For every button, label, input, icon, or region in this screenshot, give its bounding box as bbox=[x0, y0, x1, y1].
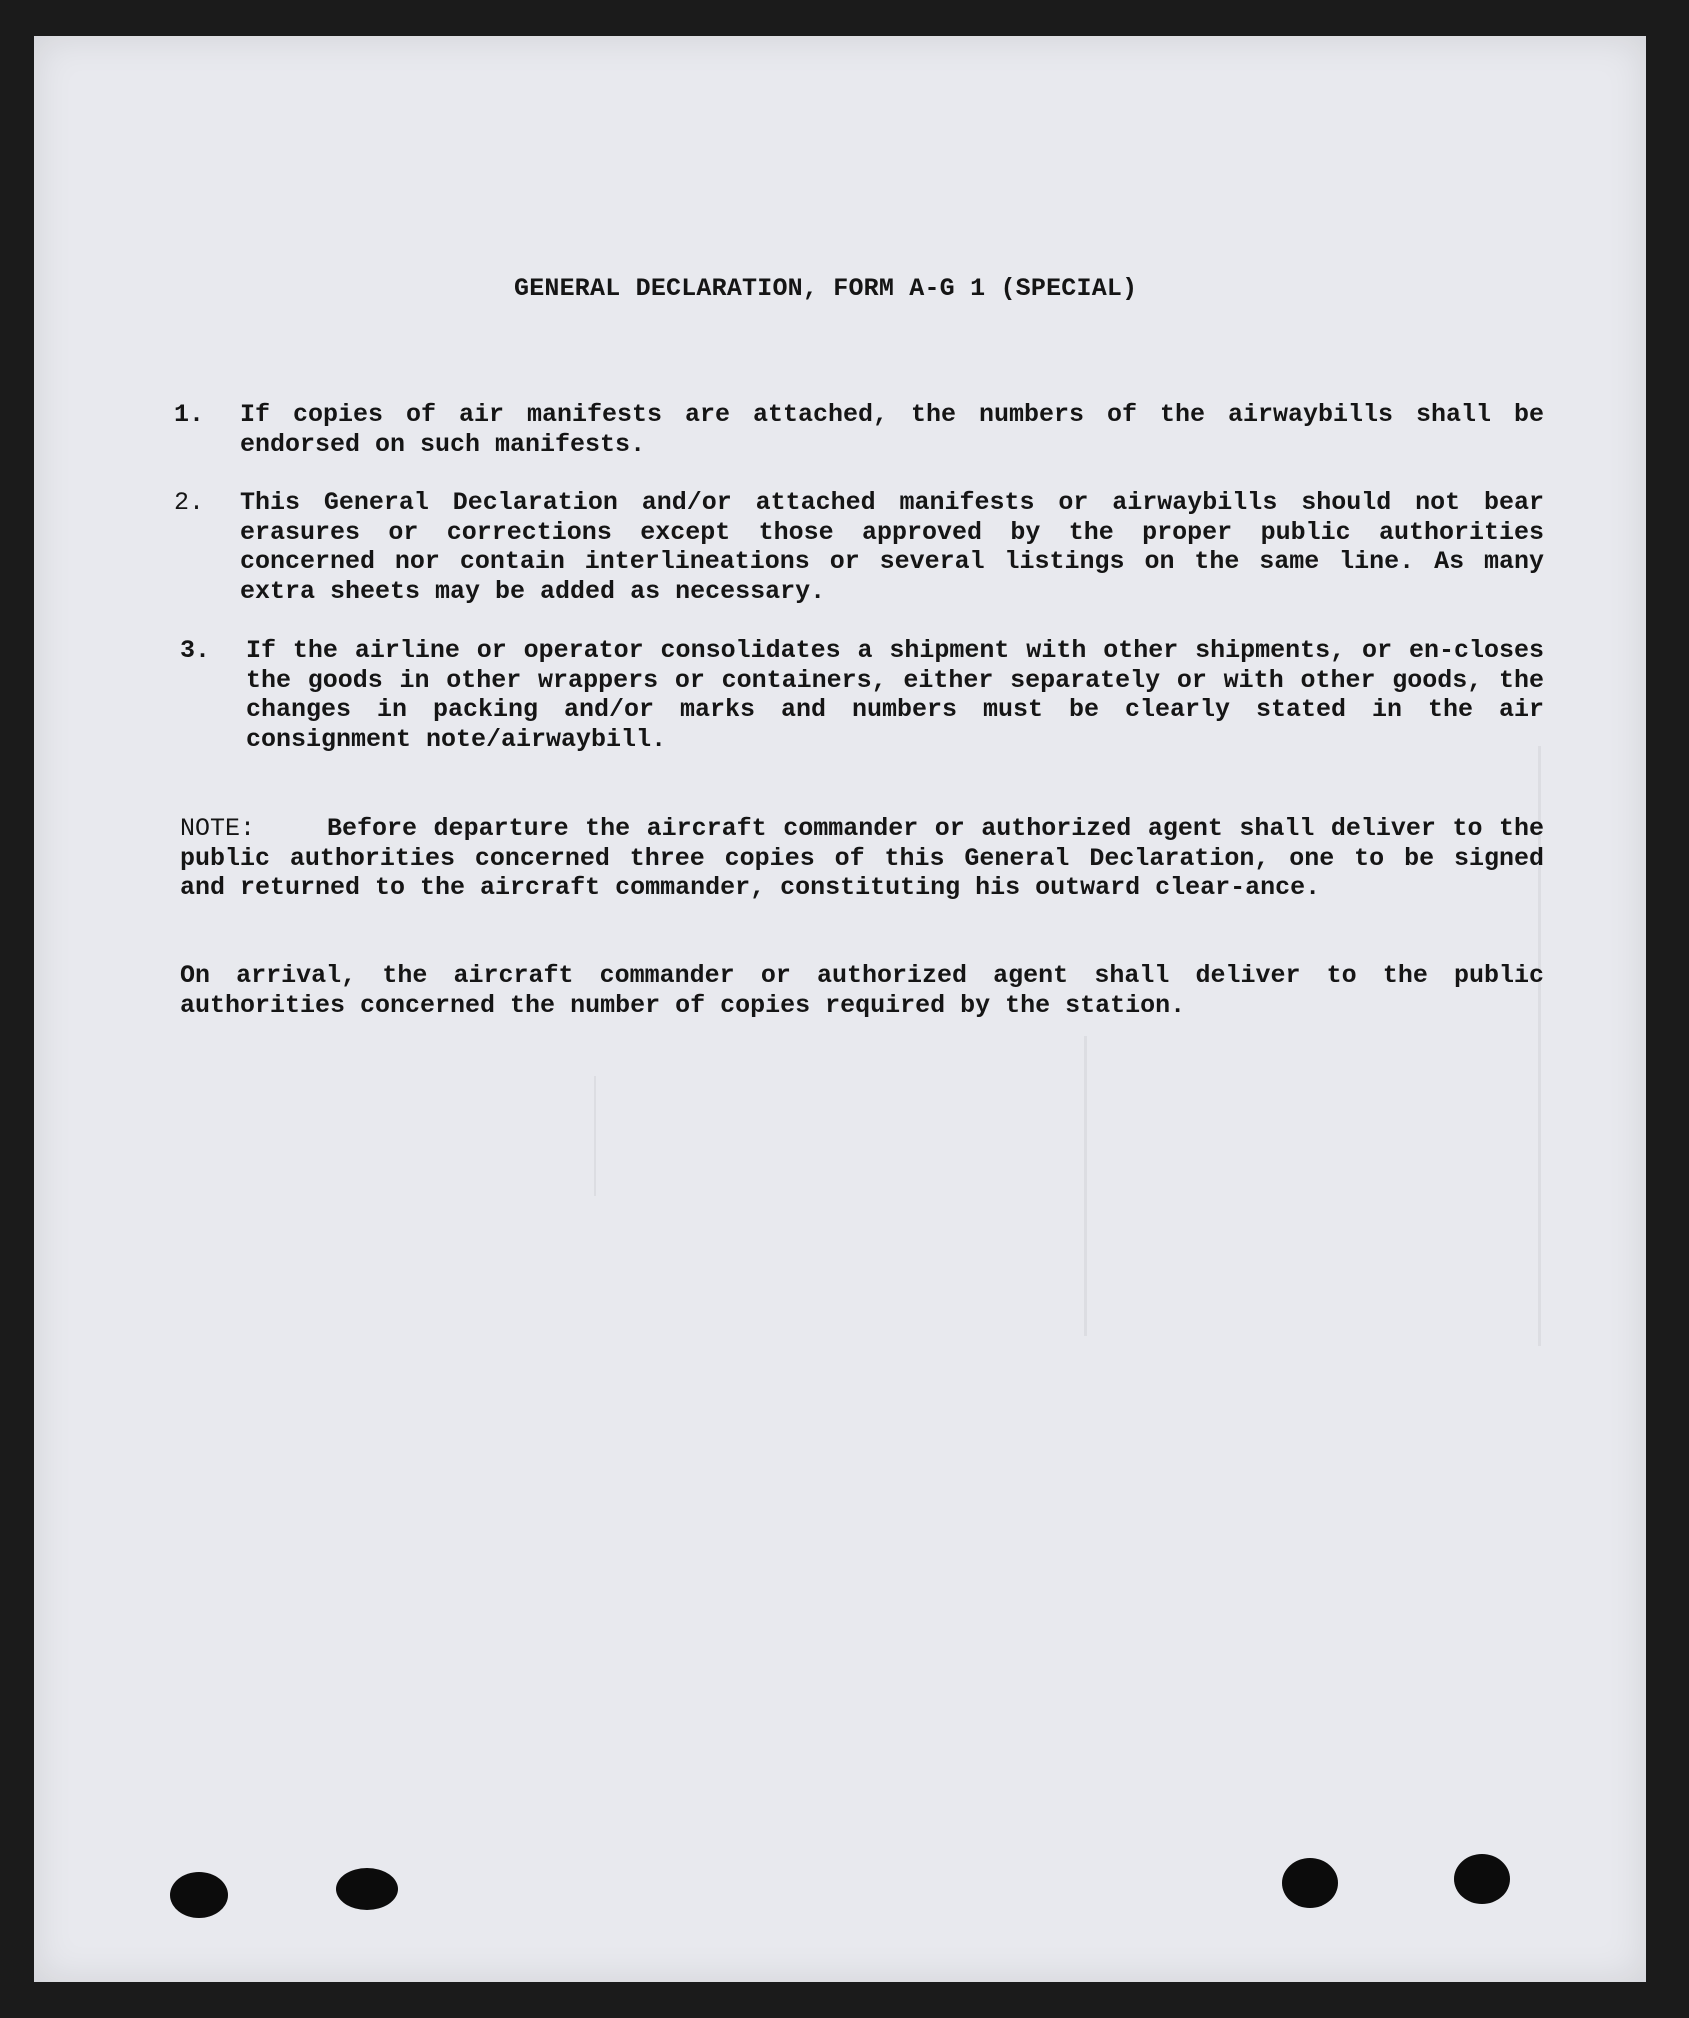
show-through-mark bbox=[1084, 1036, 1087, 1336]
page-title: GENERAL DECLARATION, FORM A-G 1 (SPECIAL) bbox=[514, 274, 1138, 303]
note-text: Before departure the aircraft commander or authorized agent shall deliver to the public authorities concerned three copies of this General Declaration, one to be signed and returned to the aircraft commander, constituting his outward clear-ance. bbox=[180, 814, 1544, 902]
item-text: If copies of air manifests are attached, the numbers of the airwaybills shall be endorsed on such manifests. bbox=[240, 400, 1544, 459]
item-number: 3. bbox=[180, 636, 211, 665]
list-item bbox=[174, 636, 1544, 754]
punch-hole bbox=[170, 1872, 228, 1918]
item-number: 2. bbox=[174, 488, 205, 517]
punch-hole bbox=[1282, 1858, 1338, 1908]
arrival-paragraph: On arrival, the aircraft commander or authorized agent shall deliver to the public authorities concerned the number of copies required by the station. bbox=[180, 961, 1544, 1020]
list-item bbox=[174, 488, 1544, 606]
punch-hole bbox=[1454, 1854, 1510, 1904]
list-item bbox=[174, 400, 1544, 459]
item-text: This General Declaration and/or attached manifests or airwaybills should not bear erasures or corrections except those approved by the proper public authorities concerned nor contain interlineations or several listings on the same line. As many extra sheets may be added as necessary. bbox=[240, 488, 1544, 606]
item-number: 1. bbox=[174, 400, 205, 429]
item-text: If the airline or operator consolidates a shipment with other shipments, or en-closes the goods in other wrappers or containers, either separately or with other goods, the changes in packing and/or marks and numbers must be clearly stated in the air consignment note/airwaybill. bbox=[246, 636, 1544, 754]
document-page bbox=[34, 36, 1646, 1982]
show-through-mark bbox=[594, 1076, 596, 1196]
note-paragraph bbox=[180, 814, 1544, 903]
punch-hole bbox=[336, 1868, 398, 1910]
note-label: NOTE: bbox=[180, 814, 256, 843]
